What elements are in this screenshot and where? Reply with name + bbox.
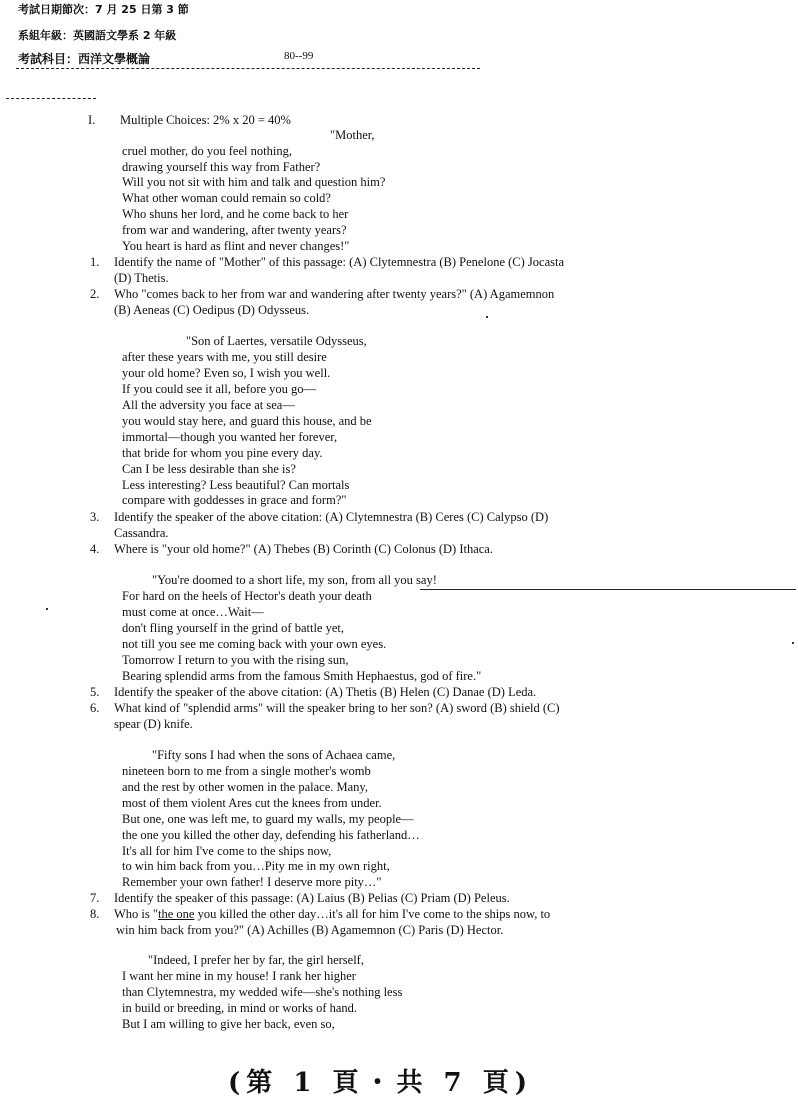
question-text: (D) Thetis. xyxy=(114,271,169,285)
question-text: What kind of "splendid arms" will the speaker bring to her son? (A) sword (B) shield (C) xyxy=(114,701,560,715)
passage-line: "You're doomed to a short life, my son, from all you say! xyxy=(152,573,437,587)
passage-line: most of them violent Ares cut the knees from under. xyxy=(122,796,382,810)
exam-date-line: 考試日期節次：7 月 25 日第 3 節 xyxy=(18,3,189,16)
passage-line: your old home? Even so, I wish you well. xyxy=(122,366,331,380)
passage-line: "Indeed, I prefer her by far, the girl herself, xyxy=(148,953,364,967)
passage-line: Bearing splendid arms from the famous Smith Hephaestus, god of fire." xyxy=(122,669,482,683)
passage-line: from war and wandering, after twenty years? xyxy=(122,223,347,237)
passage-line: immortal—though you wanted her forever, xyxy=(122,430,338,444)
passage-line: Who shuns her lord, and he come back to her xyxy=(122,207,349,221)
scan-speck xyxy=(46,608,48,610)
department-line: 系組年級：英國語文學系 2 年級 xyxy=(18,29,177,42)
passage-line: not till you see me coming back with your own eyes. xyxy=(122,637,387,651)
question-number: 2. xyxy=(90,287,100,301)
passage-line: that bride for whom you pine every day. xyxy=(122,446,323,460)
passage-line: If you could see it all, before you go— xyxy=(122,382,317,396)
question-text: Identify the speaker of this passage: (A) Laius (B) Pelias (C) Priam (D) Peleus. xyxy=(114,891,510,905)
question-text: spear (D) knife. xyxy=(114,717,193,731)
question-number: 4. xyxy=(90,542,100,556)
passage-line: But one, one was left me, to guard my walls, my people— xyxy=(122,812,414,826)
section-numeral: I. xyxy=(88,113,96,127)
passage-line: to win him back from you…Pity me in my own right, xyxy=(122,859,390,873)
section-title: Multiple Choices: 2% x 20 = 40% xyxy=(120,113,291,127)
question-text xyxy=(114,906,550,922)
question-number: 6. xyxy=(90,701,100,715)
passage-line: must come at once…Wait— xyxy=(122,605,264,619)
question-text: Cassandra. xyxy=(114,526,169,540)
passage-line: For hard on the heels of Hector's death your death xyxy=(122,589,372,603)
exam-code: 80--99 xyxy=(284,50,314,62)
question-text: Identify the name of "Mother" of this passage: (A) Clytemnestra (B) Penelone (C) Jocasta xyxy=(114,255,565,269)
passage-line: "Mother, xyxy=(330,128,375,142)
underlined-phrase: the one xyxy=(158,907,195,921)
passage-line: "Fifty sons I had when the sons of Achaea came, xyxy=(152,748,396,762)
question-text: win him back from you?" (A) Achilles (B) Agamemnon (C) Paris (D) Hector. xyxy=(116,923,504,937)
passage-line: you would stay here, and guard this house, and be xyxy=(122,414,372,428)
question-number: 7. xyxy=(90,891,100,905)
passage-line: It's all for him I've come to the ships now, xyxy=(122,844,332,858)
question-text: Identify the speaker of the above citation: (A) Clytemnestra (B) Ceres (C) Calypso (D) xyxy=(114,510,549,524)
question-text-pre: Who is " xyxy=(114,907,158,921)
question-text: Who "comes back to her from war and wandering after twenty years?" (A) Agamemnon xyxy=(114,287,555,301)
passage-line: But I am willing to give her back, even so, xyxy=(122,1017,335,1031)
passage-line: the one you killed the other day, defending his fatherland… xyxy=(122,828,420,842)
passage-line: after these years with me, you still desire xyxy=(122,350,327,364)
passage-line: compare with goddesses in grace and form?" xyxy=(122,493,347,507)
question-text: Identify the speaker of the above citation: (A) Thetis (B) Helen (C) Danae (D) Leda. xyxy=(114,685,537,699)
stray-underline xyxy=(420,589,796,590)
passage-line: What other woman could remain so cold? xyxy=(122,191,331,205)
passage-line: Tomorrow I return to you with the rising sun, xyxy=(122,653,349,667)
header-rule-upper xyxy=(16,68,480,69)
passage-line: Remember your own father! I deserve more pity…" xyxy=(122,875,382,889)
scan-speck xyxy=(792,642,794,644)
passage-line: nineteen born to me from a single mother's womb xyxy=(122,764,371,778)
passage-line: in build or breeding, in mind or works of hand. xyxy=(122,1001,358,1015)
question-text: (B) Aeneas (C) Oedipus (D) Odysseus. xyxy=(114,303,310,317)
scan-speck xyxy=(486,316,488,318)
question-text: Where is "your old home?" (A) Thebes (B) Corinth (C) Colonus (D) Ithaca. xyxy=(114,542,493,556)
passage-line: You heart is hard as flint and never changes!" xyxy=(122,239,350,253)
passage-line: drawing yourself this way from Father? xyxy=(122,160,321,174)
header-rule-lower xyxy=(6,98,96,99)
question-text-post: you killed the other day…it's all for him I've come to the ships now, to xyxy=(194,907,551,921)
question-number: 8. xyxy=(90,907,100,921)
passage-line: don't fling yourself in the grind of battle yet, xyxy=(122,621,344,635)
passage-line: and the rest by other women in the palace. Many, xyxy=(122,780,368,794)
question-number: 3. xyxy=(90,510,100,524)
passage-line: Less interesting? Less beautiful? Can mortals xyxy=(122,478,350,492)
passage-line: I want her mine in my house! I rank her higher xyxy=(122,969,356,983)
passage-line: than Clytemnestra, my wedded wife—she's nothing less xyxy=(122,985,403,999)
passage-line: "Son of Laertes, versatile Odysseus, xyxy=(186,334,367,348)
question-number: 1. xyxy=(90,255,100,269)
passage-line: Can I be less desirable than she is? xyxy=(122,462,296,476)
passage-line: All the adversity you face at sea— xyxy=(122,398,295,412)
passage-line: Will you not sit with him and talk and question him? xyxy=(122,175,386,189)
subject-line: 考試科目：西洋文學概論 xyxy=(18,52,151,66)
page-footer: (第 1 頁・共 7 頁) xyxy=(228,1068,533,1098)
question-number: 5. xyxy=(90,685,100,699)
passage-line: cruel mother, do you feel nothing, xyxy=(122,144,292,158)
